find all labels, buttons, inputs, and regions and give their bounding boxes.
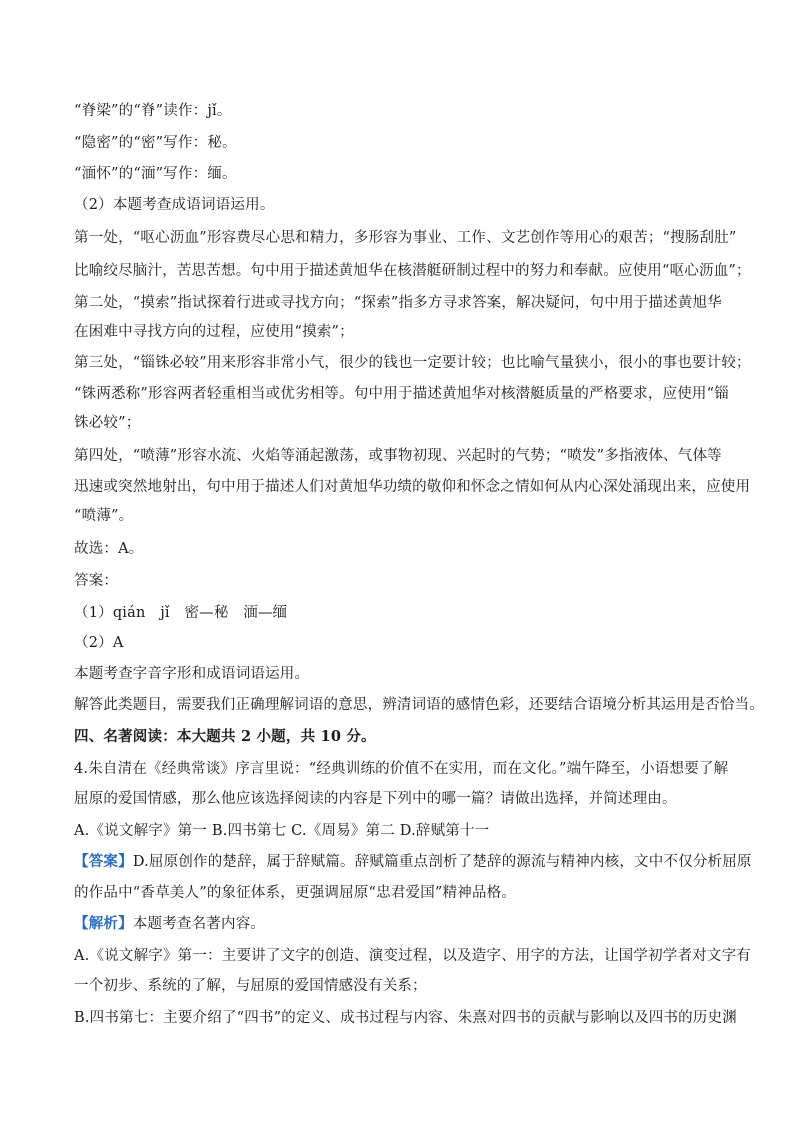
text-line: 第四处，“喷薄”形容水流、火焰等涌起激荡，或事物初现、兴起时的气势；“喷发”多指液体、气体等: [74, 448, 722, 464]
text-line: “脊梁”的“脊”读作：jǐ。: [74, 103, 232, 119]
text-line: 解答此类题目，需要我们正确理解词语的意思，辨清词语的感情色彩，还要结合语境分析其运用是否恰当。: [74, 697, 764, 713]
question-text: 4.朱自清在《经典常谈》序言里说：“经典训练的价值不在实用，而在文化。”端午降至，小语想要了解: [74, 761, 729, 777]
text-line: B.四书第七：主要介绍了“四书”的定义、成书过程与内容、朱熹对四书的贡献与影响以及四书的历史渊: [74, 1010, 737, 1026]
question-options: A.《说文解字》第一 B.四书第七 C.《周易》第二 D.辞赋第十一: [74, 823, 490, 839]
text-line: “隐密”的“密”写作：秘。: [74, 135, 237, 151]
text-line: （1）qián jǐ 密—秘 湎—缅: [74, 605, 288, 621]
text-line: 第三处，“锱铢必较”用来形容非常小气，很少的钱也一定要计较；也比喻气量狭小，很小的事也要计较；: [74, 355, 751, 371]
analysis-text: 本题考查名著内容。: [132, 916, 266, 932]
answer-text: D.屈原创作的楚辞，属于辞赋篇。辞赋篇重点剖析了楚辞的源流与精神内核，文中不仅分析屈原: [132, 854, 752, 870]
text-line: （2）本题考查成语词语运用。: [74, 197, 275, 213]
text-line: 在困难中寻找方向的过程，应使用“摸索”；: [74, 324, 354, 340]
text-line: 答案：: [74, 573, 119, 589]
section-heading: 四、名著阅读：本大题共 2 小题，共 10 分。: [74, 728, 376, 745]
text-line: （2）A: [74, 635, 124, 651]
text-line: 迅速或突然地射出，句中用于描述人们对黄旭华功绩的敬仰和怀念之情如何从内心深处涌现出来，应使用: [74, 479, 751, 495]
answer-tag: 【答案】: [74, 853, 133, 870]
text-line: A.《说文解字》第一：主要讲了文字的创造、演变过程，以及造字、用字的方法，让国学初学者对文字有: [74, 948, 751, 964]
text-line: “湎怀”的“湎”写作：缅。: [74, 166, 237, 182]
analysis-line: [74, 914, 265, 934]
text-line: 铢必较”；: [74, 415, 141, 431]
question-text: 屈原的爱国情感，那么他应该选择阅读的内容是下列中的哪一篇？请做出选择，并简述理由。: [74, 791, 677, 807]
text-line: 比喻绞尽脑汁，苦思苦想。句中用于描述黄旭华在核潜艇研制过程中的努力和奉献。应使用“呕心沥血”；: [74, 263, 751, 279]
text-line: “喷薄”。: [74, 508, 134, 524]
answer-line: [74, 852, 752, 872]
text-line: 本题考查字音字形和成语词语运用。: [74, 666, 310, 682]
text-line: 第一处，“呕心沥血”形容费尽心思和精力，多形容为事业、工作、文艺创作等用心的艰苦；“搜肠刮肚”: [74, 230, 737, 246]
analysis-tag: 【解析】: [74, 915, 133, 932]
text-line: “铢两悉称”形容两者轻重相当或优劣相等。句中用于描述黄旭华对核潜艇质量的严格要求，应使用“锱: [74, 386, 729, 402]
text-line: 一个初步、系统的了解，与屈原的爱国情感没有关系；: [74, 978, 427, 994]
text-line: 第二处，“摸索”指试探着行进或寻找方向；“探索”指多方寻求答案，解决疑问，句中用于描述黄旭华: [74, 295, 722, 311]
text-line: 故选：A。: [74, 541, 144, 557]
text-line: 的作品中“香草美人”的象征体系，更强调屈原“忠君爱国”精神品格。: [74, 885, 517, 901]
